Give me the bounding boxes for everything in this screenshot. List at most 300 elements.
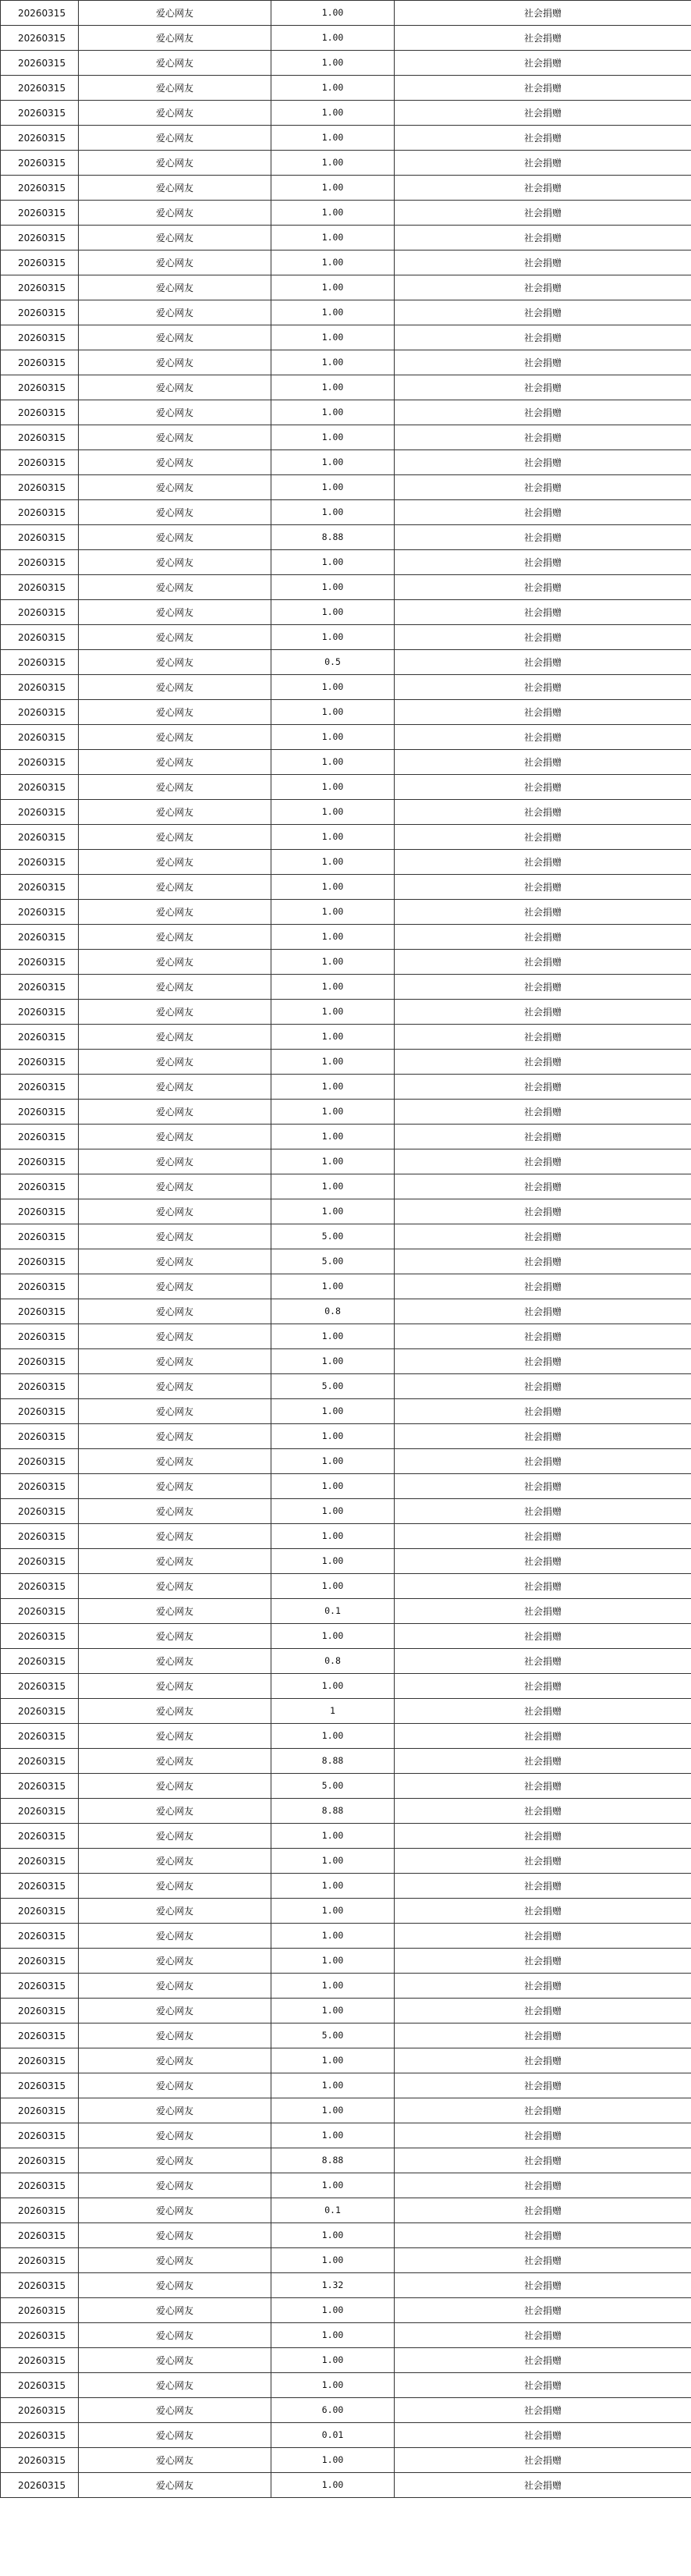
donation-amount-cell: 1.00	[271, 1399, 395, 1424]
donation-date-cell: 20260315	[1, 2223, 79, 2248]
donor-name-cell: 爱心网友	[79, 1599, 271, 1624]
donor-name-cell: 爱心网友	[79, 250, 271, 275]
donation-date-cell: 20260315	[1, 675, 79, 700]
donation-type-cell: 社会捐赠	[395, 500, 691, 525]
donation-type-cell: 社会捐赠	[395, 800, 691, 825]
donation-date-cell: 20260315	[1, 2073, 79, 2098]
donor-name-cell: 爱心网友	[79, 1824, 271, 1849]
donor-name-cell: 爱心网友	[79, 1924, 271, 1949]
donor-name-cell: 爱心网友	[79, 875, 271, 900]
donation-amount-cell: 1.00	[271, 201, 395, 226]
donor-name-cell: 爱心网友	[79, 450, 271, 475]
donation-amount-cell: 1.00	[271, 1274, 395, 1299]
table-row	[1, 875, 691, 900]
donation-type-cell: 社会捐赠	[395, 1949, 691, 1974]
donation-amount-cell: 0.01	[271, 2423, 395, 2448]
donation-type-cell: 社会捐赠	[395, 725, 691, 750]
donation-amount-cell: 1.00	[271, 2073, 395, 2098]
donation-amount-cell: 5.00	[271, 1249, 395, 1274]
table-row	[1, 2148, 691, 2173]
donation-type-cell: 社会捐赠	[395, 1075, 691, 1100]
donation-amount-cell: 5.00	[271, 1374, 395, 1399]
donation-date-cell: 20260315	[1, 625, 79, 650]
donation-date-cell: 20260315	[1, 1449, 79, 1474]
donation-date-cell: 20260315	[1, 2323, 79, 2348]
table-row	[1, 1, 691, 26]
donation-type-cell: 社会捐赠	[395, 2348, 691, 2373]
donation-type-cell: 社会捐赠	[395, 850, 691, 875]
table-row	[1, 850, 691, 875]
donation-date-cell: 20260315	[1, 825, 79, 850]
donation-type-cell: 社会捐赠	[395, 1399, 691, 1424]
donor-name-cell: 爱心网友	[79, 675, 271, 700]
donor-name-cell: 爱心网友	[79, 1100, 271, 1125]
table-row	[1, 1424, 691, 1449]
donor-name-cell: 爱心网友	[79, 1299, 271, 1324]
donation-type-cell: 社会捐赠	[395, 325, 691, 350]
donation-amount-cell: 1.00	[271, 575, 395, 600]
donation-amount-cell: 1.00	[271, 1349, 395, 1374]
donation-date-cell: 20260315	[1, 26, 79, 51]
donation-amount-cell: 1.00	[271, 550, 395, 575]
donation-date-cell: 20260315	[1, 2098, 79, 2123]
donor-name-cell: 爱心网友	[79, 2248, 271, 2273]
donation-amount-cell: 1.00	[271, 425, 395, 450]
table-row	[1, 725, 691, 750]
donation-amount-cell: 1.00	[271, 700, 395, 725]
donation-date-cell: 20260315	[1, 775, 79, 800]
donation-type-cell: 社会捐赠	[395, 1000, 691, 1025]
donation-date-cell: 20260315	[1, 2273, 79, 2298]
donor-name-cell: 爱心网友	[79, 1699, 271, 1724]
donation-date-cell: 20260315	[1, 2248, 79, 2273]
donation-date-cell: 20260315	[1, 1274, 79, 1299]
donation-amount-cell: 1.00	[271, 1524, 395, 1549]
donation-amount-cell: 6.00	[271, 2398, 395, 2423]
donation-amount-cell: 1.00	[271, 2098, 395, 2123]
table-row	[1, 700, 691, 725]
donor-name-cell: 爱心网友	[79, 1624, 271, 1649]
table-row	[1, 1524, 691, 1549]
donation-date-cell: 20260315	[1, 500, 79, 525]
donation-date-cell: 20260315	[1, 750, 79, 775]
table-row	[1, 176, 691, 201]
donation-date-cell: 20260315	[1, 1299, 79, 1324]
table-row	[1, 675, 691, 700]
donor-name-cell: 爱心网友	[79, 925, 271, 950]
donor-name-cell: 爱心网友	[79, 1399, 271, 1424]
donor-name-cell: 爱心网友	[79, 2198, 271, 2223]
donation-amount-cell: 1.00	[271, 1025, 395, 1050]
donation-date-cell: 20260315	[1, 2298, 79, 2323]
donation-amount-cell: 0.8	[271, 1299, 395, 1324]
donation-type-cell: 社会捐赠	[395, 1299, 691, 1324]
table-row	[1, 2323, 691, 2348]
donation-type-cell: 社会捐赠	[395, 101, 691, 126]
table-row	[1, 1399, 691, 1424]
donation-type-cell: 社会捐赠	[395, 700, 691, 725]
donation-date-cell: 20260315	[1, 226, 79, 250]
donor-name-cell: 爱心网友	[79, 2373, 271, 2398]
donation-date-cell: 20260315	[1, 900, 79, 925]
donor-name-cell: 爱心网友	[79, 325, 271, 350]
donor-name-cell: 爱心网友	[79, 2348, 271, 2373]
donor-name-cell: 爱心网友	[79, 1199, 271, 1224]
donor-name-cell: 爱心网友	[79, 700, 271, 725]
table-row	[1, 2023, 691, 2048]
donation-amount-cell: 0.5	[271, 650, 395, 675]
donation-date-cell: 20260315	[1, 575, 79, 600]
donation-type-cell: 社会捐赠	[395, 775, 691, 800]
table-row	[1, 2273, 691, 2298]
donation-type-cell: 社会捐赠	[395, 1974, 691, 1999]
table-row	[1, 300, 691, 325]
donation-amount-cell: 1.00	[271, 725, 395, 750]
donation-date-cell: 20260315	[1, 2373, 79, 2398]
donation-amount-cell: 1.00	[271, 151, 395, 176]
donation-amount-cell: 1.00	[271, 1549, 395, 1574]
table-row	[1, 2398, 691, 2423]
donation-type-cell: 社会捐赠	[395, 2098, 691, 2123]
donation-date-cell: 20260315	[1, 1849, 79, 1874]
donation-amount-cell: 1.00	[271, 975, 395, 1000]
donation-date-cell: 20260315	[1, 450, 79, 475]
donation-date-cell: 20260315	[1, 1549, 79, 1574]
donation-type-cell: 社会捐赠	[395, 675, 691, 700]
donor-name-cell: 爱心网友	[79, 1649, 271, 1674]
donation-type-cell: 社会捐赠	[395, 1424, 691, 1449]
donation-date-cell: 20260315	[1, 1649, 79, 1674]
table-row	[1, 1324, 691, 1349]
donation-type-cell: 社会捐赠	[395, 375, 691, 400]
donation-amount-cell: 1.00	[271, 300, 395, 325]
donor-name-cell: 爱心网友	[79, 500, 271, 525]
donation-amount-cell: 1	[271, 1699, 395, 1724]
donor-name-cell: 爱心网友	[79, 2223, 271, 2248]
table-row	[1, 250, 691, 275]
donor-name-cell: 爱心网友	[79, 201, 271, 226]
donation-date-cell: 20260315	[1, 1075, 79, 1100]
donation-type-cell: 社会捐赠	[395, 1449, 691, 1474]
donor-name-cell: 爱心网友	[79, 1174, 271, 1199]
donation-type-cell: 社会捐赠	[395, 1050, 691, 1075]
donor-name-cell: 爱心网友	[79, 1574, 271, 1599]
donation-amount-cell: 1.00	[271, 1174, 395, 1199]
table-row	[1, 1799, 691, 1824]
table-row	[1, 26, 691, 51]
table-row	[1, 1974, 691, 1999]
donation-amount-cell: 1.00	[271, 450, 395, 475]
donation-amount-cell: 0.1	[271, 2198, 395, 2223]
donor-name-cell: 爱心网友	[79, 1075, 271, 1100]
table-row	[1, 1749, 691, 1774]
table-row	[1, 2423, 691, 2448]
donation-type-cell: 社会捐赠	[395, 1224, 691, 1249]
table-row	[1, 2373, 691, 2398]
donor-name-cell: 爱心网友	[79, 475, 271, 500]
donation-amount-cell: 1.00	[271, 1149, 395, 1174]
donation-type-cell: 社会捐赠	[395, 1374, 691, 1399]
table-row	[1, 1050, 691, 1075]
table-row	[1, 1474, 691, 1499]
donation-amount-cell: 1.00	[271, 1449, 395, 1474]
donation-type-cell: 社会捐赠	[395, 900, 691, 925]
table-row	[1, 2198, 691, 2223]
donation-date-cell: 20260315	[1, 700, 79, 725]
donation-amount-cell: 1.00	[271, 1824, 395, 1849]
donation-type-cell: 社会捐赠	[395, 1999, 691, 2023]
donation-type-cell: 社会捐赠	[395, 1624, 691, 1649]
table-row	[1, 126, 691, 151]
donation-amount-cell: 1.00	[271, 750, 395, 775]
donor-name-cell: 爱心网友	[79, 2473, 271, 2498]
donation-date-cell: 20260315	[1, 2423, 79, 2448]
donation-type-cell: 社会捐赠	[395, 2473, 691, 2498]
donation-date-cell: 20260315	[1, 925, 79, 950]
donation-amount-cell: 1.00	[271, 1874, 395, 1899]
donation-date-cell: 20260315	[1, 2348, 79, 2373]
donor-name-cell: 爱心网友	[79, 2448, 271, 2473]
donation-type-cell: 社会捐赠	[395, 1649, 691, 1674]
table-row	[1, 76, 691, 101]
donor-name-cell: 爱心网友	[79, 226, 271, 250]
donation-type-cell: 社会捐赠	[395, 176, 691, 201]
donor-name-cell: 爱心网友	[79, 300, 271, 325]
donation-type-cell: 社会捐赠	[395, 425, 691, 450]
donor-name-cell: 爱心网友	[79, 2098, 271, 2123]
donation-type-cell: 社会捐赠	[395, 275, 691, 300]
donation-date-cell: 20260315	[1, 300, 79, 325]
donation-amount-cell: 1.00	[271, 800, 395, 825]
donor-name-cell: 爱心网友	[79, 775, 271, 800]
table-row	[1, 1199, 691, 1224]
donation-amount-cell: 1.00	[271, 925, 395, 950]
donor-name-cell: 爱心网友	[79, 1025, 271, 1050]
donation-amount-cell: 1.00	[271, 850, 395, 875]
donation-type-cell: 社会捐赠	[395, 1174, 691, 1199]
donation-date-cell: 20260315	[1, 1100, 79, 1125]
donor-name-cell: 爱心网友	[79, 1224, 271, 1249]
donor-name-cell: 爱心网友	[79, 850, 271, 875]
table-row	[1, 2073, 691, 2098]
table-row	[1, 1824, 691, 1849]
donation-date-cell: 20260315	[1, 425, 79, 450]
donation-type-cell: 社会捐赠	[395, 1924, 691, 1949]
table-row	[1, 1599, 691, 1624]
table-row	[1, 2173, 691, 2198]
donation-amount-cell: 1.00	[271, 1899, 395, 1924]
donor-name-cell: 爱心网友	[79, 1999, 271, 2023]
donation-amount-cell: 0.1	[271, 1599, 395, 1624]
donation-amount-cell: 1.00	[271, 226, 395, 250]
table-row	[1, 2098, 691, 2123]
donor-name-cell: 爱心网友	[79, 2273, 271, 2298]
donation-type-cell: 社会捐赠	[395, 625, 691, 650]
donation-amount-cell: 1.00	[271, 1499, 395, 1524]
donation-amount-cell: 5.00	[271, 1224, 395, 1249]
donor-name-cell: 爱心网友	[79, 1899, 271, 1924]
donor-name-cell: 爱心网友	[79, 725, 271, 750]
donation-type-cell: 社会捐赠	[395, 2373, 691, 2398]
donor-name-cell: 爱心网友	[79, 1949, 271, 1974]
donation-amount-cell: 1.00	[271, 250, 395, 275]
table-row	[1, 2298, 691, 2323]
table-row	[1, 1249, 691, 1274]
donation-date-cell: 20260315	[1, 250, 79, 275]
donation-type-cell: 社会捐赠	[395, 1699, 691, 1724]
donation-type-cell: 社会捐赠	[395, 825, 691, 850]
table-row	[1, 1624, 691, 1649]
donation-date-cell: 20260315	[1, 550, 79, 575]
donation-type-cell: 社会捐赠	[395, 2298, 691, 2323]
donation-date-cell: 20260315	[1, 375, 79, 400]
donor-name-cell: 爱心网友	[79, 26, 271, 51]
donor-name-cell: 爱心网友	[79, 1724, 271, 1749]
donation-date-cell: 20260315	[1, 1624, 79, 1649]
donation-amount-cell: 1.00	[271, 950, 395, 975]
donation-type-cell: 社会捐赠	[395, 76, 691, 101]
donor-name-cell: 爱心网友	[79, 2148, 271, 2173]
donation-type-cell: 社会捐赠	[395, 1324, 691, 1349]
donation-type-cell: 社会捐赠	[395, 1149, 691, 1174]
donor-name-cell: 爱心网友	[79, 2123, 271, 2148]
donation-date-cell: 20260315	[1, 176, 79, 201]
donation-type-cell: 社会捐赠	[395, 925, 691, 950]
table-row	[1, 1349, 691, 1374]
donor-name-cell: 爱心网友	[79, 1974, 271, 1999]
table-row	[1, 1774, 691, 1799]
donation-amount-cell: 1.00	[271, 2048, 395, 2073]
table-row	[1, 400, 691, 425]
donation-date-cell: 20260315	[1, 1, 79, 26]
donation-amount-cell: 8.88	[271, 1749, 395, 1774]
donation-amount-cell: 1.00	[271, 1924, 395, 1949]
donation-type-cell: 社会捐赠	[395, 1574, 691, 1599]
donation-type-cell: 社会捐赠	[395, 1849, 691, 1874]
donation-amount-cell: 1.00	[271, 900, 395, 925]
donation-date-cell: 20260315	[1, 1374, 79, 1399]
donation-amount-cell: 1.00	[271, 825, 395, 850]
donation-amount-cell: 1.00	[271, 176, 395, 201]
donation-date-cell: 20260315	[1, 1349, 79, 1374]
donor-name-cell: 爱心网友	[79, 1749, 271, 1774]
donation-amount-cell: 1.00	[271, 2298, 395, 2323]
table-row	[1, 750, 691, 775]
donation-date-cell: 20260315	[1, 2198, 79, 2223]
table-row	[1, 1025, 691, 1050]
table-row	[1, 1949, 691, 1974]
donation-type-cell: 社会捐赠	[395, 875, 691, 900]
donation-date-cell: 20260315	[1, 275, 79, 300]
donation-amount-cell: 1.00	[271, 600, 395, 625]
donation-amount-cell: 1.00	[271, 875, 395, 900]
donation-type-cell: 社会捐赠	[395, 475, 691, 500]
donation-type-cell: 社会捐赠	[395, 1, 691, 26]
donation-date-cell: 20260315	[1, 1924, 79, 1949]
donor-name-cell: 爱心网友	[79, 1324, 271, 1349]
donation-type-cell: 社会捐赠	[395, 1549, 691, 1574]
table-row	[1, 450, 691, 475]
donation-date-cell: 20260315	[1, 1399, 79, 1424]
table-row	[1, 2348, 691, 2373]
donation-amount-cell: 1.00	[271, 2448, 395, 2473]
table-row	[1, 975, 691, 1000]
donation-type-cell: 社会捐赠	[395, 2023, 691, 2048]
donor-name-cell: 爱心网友	[79, 2298, 271, 2323]
donor-name-cell: 爱心网友	[79, 176, 271, 201]
table-row	[1, 1100, 691, 1125]
donor-name-cell: 爱心网友	[79, 750, 271, 775]
donation-type-cell: 社会捐赠	[395, 2323, 691, 2348]
donation-amount-cell: 1.00	[271, 1974, 395, 1999]
donor-name-cell: 爱心网友	[79, 1424, 271, 1449]
table-row	[1, 1574, 691, 1599]
donation-type-cell: 社会捐赠	[395, 2123, 691, 2148]
donation-date-cell: 20260315	[1, 1324, 79, 1349]
donor-name-cell: 爱心网友	[79, 900, 271, 925]
table-row	[1, 1274, 691, 1299]
donation-amount-cell: 1.00	[271, 1100, 395, 1125]
donation-date-cell: 20260315	[1, 850, 79, 875]
donor-name-cell: 爱心网友	[79, 76, 271, 101]
donation-amount-cell: 1.00	[271, 1125, 395, 1149]
donation-type-cell: 社会捐赠	[395, 600, 691, 625]
donation-type-cell: 社会捐赠	[395, 975, 691, 1000]
table-row	[1, 201, 691, 226]
donation-date-cell: 20260315	[1, 600, 79, 625]
table-row	[1, 2473, 691, 2498]
donation-type-cell: 社会捐赠	[395, 2248, 691, 2273]
donation-amount-cell: 1.00	[271, 2473, 395, 2498]
table-row	[1, 1149, 691, 1174]
table-row	[1, 1449, 691, 1474]
donation-date-cell: 20260315	[1, 151, 79, 176]
donor-name-cell: 爱心网友	[79, 151, 271, 176]
donation-date-cell: 20260315	[1, 800, 79, 825]
donation-type-cell: 社会捐赠	[395, 1474, 691, 1499]
table-row	[1, 350, 691, 375]
donation-type-cell: 社会捐赠	[395, 300, 691, 325]
donation-type-cell: 社会捐赠	[395, 1524, 691, 1549]
donor-name-cell: 爱心网友	[79, 950, 271, 975]
table-row	[1, 1000, 691, 1025]
donation-date-cell: 20260315	[1, 1599, 79, 1624]
donation-type-cell: 社会捐赠	[395, 1100, 691, 1125]
donation-amount-cell: 1.00	[271, 1999, 395, 2023]
donation-type-cell: 社会捐赠	[395, 1274, 691, 1299]
donation-type-cell: 社会捐赠	[395, 1874, 691, 1899]
donor-name-cell: 爱心网友	[79, 975, 271, 1000]
donation-date-cell: 20260315	[1, 1999, 79, 2023]
donation-amount-cell: 1.00	[271, 1424, 395, 1449]
donation-amount-cell: 1.00	[271, 1849, 395, 1874]
donation-date-cell: 20260315	[1, 1724, 79, 1749]
donation-date-cell: 20260315	[1, 1574, 79, 1599]
donor-name-cell: 爱心网友	[79, 550, 271, 575]
table-row	[1, 1374, 691, 1399]
donor-name-cell: 爱心网友	[79, 525, 271, 550]
donation-type-cell: 社会捐赠	[395, 575, 691, 600]
table-row	[1, 800, 691, 825]
donation-date-cell: 20260315	[1, 1749, 79, 1774]
donation-date-cell: 20260315	[1, 1799, 79, 1824]
donation-date-cell: 20260315	[1, 2048, 79, 2073]
donation-amount-cell: 1.00	[271, 2223, 395, 2248]
donation-type-cell: 社会捐赠	[395, 1499, 691, 1524]
donation-amount-cell: 8.88	[271, 2148, 395, 2173]
table-row	[1, 1224, 691, 1249]
donation-amount-cell: 1.00	[271, 1474, 395, 1499]
